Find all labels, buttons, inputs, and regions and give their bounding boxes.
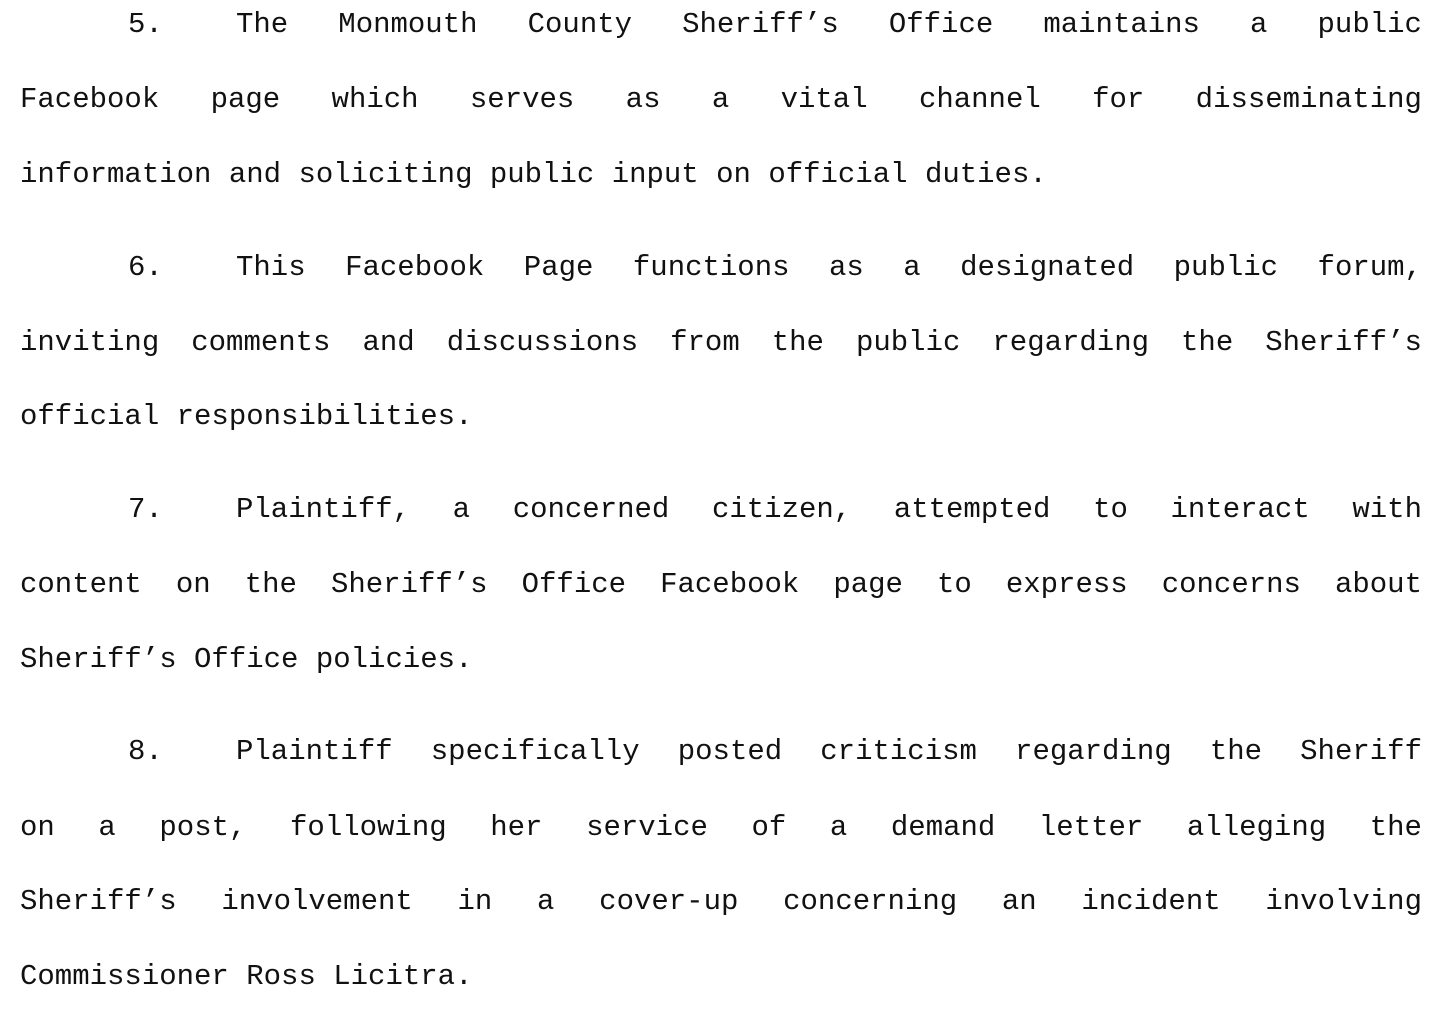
word: demand — [890, 811, 996, 844]
word: on — [175, 568, 211, 601]
word: and — [362, 326, 415, 359]
word: alleging — [1186, 811, 1327, 844]
word: This — [236, 251, 306, 284]
word: in — [457, 885, 493, 918]
word: a — [537, 885, 555, 918]
word: as — [625, 83, 661, 116]
paragraph-line — [20, 810, 1422, 846]
word: Sheriff’s — [330, 568, 488, 601]
word: which — [331, 83, 419, 116]
paragraph-line — [236, 250, 1422, 286]
word: about — [1334, 568, 1422, 601]
word: as — [829, 251, 864, 284]
word: to — [937, 568, 972, 601]
word: the — [1369, 811, 1422, 844]
word: the — [1209, 735, 1263, 768]
word: vital — [780, 83, 868, 116]
word: the — [771, 326, 824, 359]
word: of — [751, 811, 787, 844]
word: disseminating — [1195, 83, 1422, 116]
word: citizen, — [711, 493, 852, 526]
word: a — [829, 811, 848, 844]
word: discussions — [446, 326, 639, 359]
word: posted — [677, 735, 783, 768]
paragraph-line — [20, 82, 1422, 118]
paragraph-line — [236, 492, 1422, 528]
word: following — [290, 811, 447, 844]
word: Sheriff’s — [682, 8, 839, 41]
word: The — [236, 8, 289, 41]
word: public — [855, 326, 961, 359]
paragraph-number: 8. — [128, 735, 163, 768]
word: channel — [918, 83, 1041, 116]
word: Sheriff’s — [1265, 326, 1422, 359]
word: serves — [469, 83, 575, 116]
word: concerning — [783, 885, 958, 918]
word: from — [670, 326, 740, 359]
word: a — [452, 493, 471, 526]
word: Plaintiff, — [236, 493, 411, 526]
paragraph-line: Commissioner Ross Licitra. — [20, 960, 473, 993]
word: criticism — [820, 735, 977, 768]
paragraph-line — [236, 7, 1422, 43]
word: involvement — [221, 885, 413, 918]
word: specifically — [430, 735, 640, 768]
word: with — [1352, 493, 1422, 526]
word: Facebook — [20, 83, 160, 116]
word: Office — [521, 568, 627, 601]
word: page — [833, 568, 903, 601]
paragraph-line — [20, 567, 1422, 603]
paragraph-line — [236, 734, 1422, 770]
word: functions — [632, 251, 790, 284]
word: a — [903, 251, 921, 284]
word: page — [210, 83, 281, 116]
word: post, — [159, 811, 247, 844]
word: Office — [888, 8, 994, 41]
paragraph-line: Sheriff’s Office policies. — [20, 643, 473, 676]
word: a — [98, 811, 116, 844]
word: letter — [1038, 811, 1144, 844]
word: the — [1181, 326, 1234, 359]
word: express — [1005, 568, 1128, 601]
word: comments — [191, 326, 331, 359]
paragraph-line: information and soliciting public input on official duties. — [20, 158, 1047, 191]
word: attempted — [893, 493, 1051, 526]
word: County — [527, 8, 633, 41]
paragraph-number: 6. — [128, 251, 163, 284]
word: to — [1093, 493, 1128, 526]
word: interact — [1170, 493, 1310, 526]
word: a — [1250, 8, 1268, 41]
word: service — [586, 811, 708, 844]
word: regarding — [1015, 735, 1172, 768]
word: designated — [960, 251, 1135, 284]
word: involving — [1265, 885, 1422, 918]
word: forum, — [1317, 251, 1422, 284]
word: her — [490, 811, 543, 844]
word: concerned — [512, 493, 670, 526]
word: Sheriff’s — [20, 885, 177, 918]
word: the — [244, 568, 297, 601]
word: Facebook — [345, 251, 485, 284]
word: inviting — [20, 326, 160, 359]
paragraph-line: official responsibilities. — [20, 400, 473, 433]
word: maintains — [1043, 8, 1200, 41]
word: public — [1317, 8, 1422, 41]
word: a — [711, 83, 730, 116]
paragraph-number: 5. — [128, 8, 163, 41]
word: content — [20, 568, 142, 601]
word: for — [1092, 83, 1145, 116]
word: cover-up — [599, 885, 739, 918]
word: Page — [523, 251, 594, 284]
paragraph-line — [20, 884, 1422, 920]
word: regarding — [992, 326, 1150, 359]
word: Plaintiff — [236, 735, 393, 768]
word: Sheriff — [1300, 735, 1422, 768]
word: Facebook — [660, 568, 800, 601]
word: incident — [1081, 885, 1221, 918]
paragraph-number: 7. — [128, 493, 163, 526]
word: public — [1173, 251, 1279, 284]
word: an — [1001, 885, 1037, 918]
word: concerns — [1161, 568, 1301, 601]
paragraph-line — [20, 325, 1422, 361]
word: on — [20, 811, 55, 844]
word: Monmouth — [338, 8, 478, 41]
